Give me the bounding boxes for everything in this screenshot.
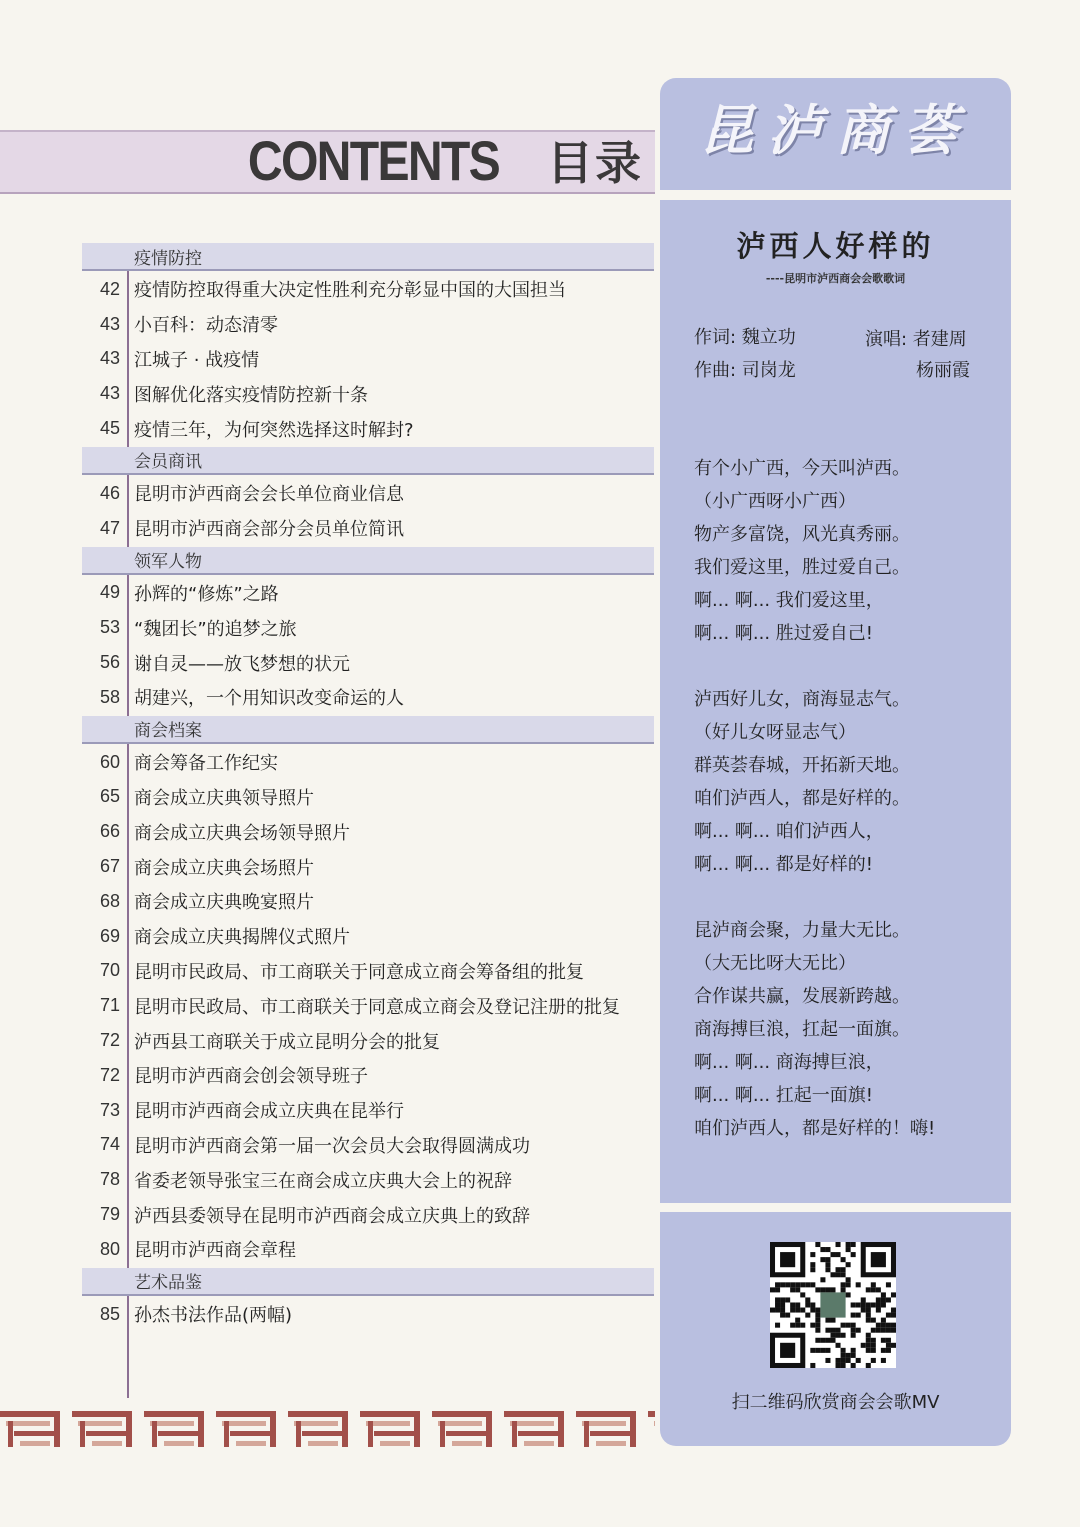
lyric-line: 有个小广西，今天叫泸西。: [694, 458, 910, 479]
toc-entry-title: 疫情防控取得重大决定性胜利充分彰显中国的大国担当: [134, 280, 566, 302]
toc-entry[interactable]: [82, 272, 654, 307]
lyric-line: 商海搏巨浪，扛起一面旗。: [694, 1019, 910, 1040]
lyric-line: 我们爱这里，胜过爱自己。: [694, 557, 910, 578]
toc-entry-title: 商会成立庆典晚宴照片: [134, 892, 314, 914]
toc-entry-title: 昆明市泸西商会成立庆典在昆举行: [134, 1101, 404, 1123]
toc-section-label: 商会档案: [134, 721, 202, 742]
toc-entry[interactable]: [82, 919, 654, 954]
toc-page-number: 72: [99, 1064, 120, 1085]
toc-entry[interactable]: [82, 954, 654, 989]
lyric-line: 群英荟春城，开拓新天地。: [694, 755, 910, 776]
toc-page-number: 46: [99, 482, 120, 503]
toc-entry[interactable]: [82, 342, 654, 377]
lyric-line: 咱们泸西人，都是好样的！嗨!: [694, 1118, 936, 1139]
lyric-line: 啊... 啊... 我们爱这里，: [694, 590, 884, 611]
toc-entry[interactable]: [82, 411, 654, 446]
toc-entry[interactable]: [82, 814, 654, 849]
toc-page-number: 60: [99, 751, 120, 772]
toc-entry-title: 图解优化落实疫情防控新十条: [134, 384, 368, 406]
toc-entry-title: 昆明市泸西商会部分会员单位简讯: [134, 519, 404, 541]
toc-entry-title: 商会成立庆典领导照片: [134, 787, 314, 809]
toc-entry-title: 小百科：动态清零: [134, 315, 278, 337]
toc-entry-title: 商会成立庆典会场照片: [134, 857, 314, 879]
toc-page-number: 58: [99, 686, 120, 707]
toc-page-number: 49: [99, 582, 120, 603]
toc-section-label: 领军人物: [134, 552, 202, 573]
toc-entry[interactable]: [82, 1232, 654, 1267]
toc-page-number: 42: [99, 278, 120, 299]
lyric-line: （小广西呀小广西）: [694, 491, 856, 512]
toc-page-number: 79: [99, 1204, 120, 1225]
toc-entry-title: 疫情三年，为何突然选择这时解封?: [134, 419, 414, 441]
toc-page-number: 47: [99, 517, 120, 538]
lyric-line: 物产多富饶，风光真秀丽。: [694, 524, 910, 545]
toc-section-header: [82, 716, 654, 744]
lyric-line: （大无比呀大无比）: [694, 953, 856, 974]
song-lyrics: [694, 452, 994, 1145]
toc-entry[interactable]: [82, 576, 654, 611]
lyric-line: 昆泸商会聚，力量大无比。: [694, 920, 910, 941]
toc-entry-title: 泸西县工商联关于成立昆明分会的批复: [134, 1031, 440, 1053]
qr-caption: 扫二维码欣赏商会会歌MV: [731, 1392, 940, 1413]
toc-entry[interactable]: [82, 307, 654, 342]
toc-page-number: 72: [99, 1030, 120, 1051]
contents-header: [0, 130, 655, 190]
toc-page-number: 67: [99, 856, 120, 877]
lyric-line: 合作谋共赢，发展新跨越。: [694, 986, 910, 1007]
toc-entry-title: “魏团长”的追梦之旅: [134, 618, 297, 640]
toc-entry[interactable]: [82, 1023, 654, 1058]
toc-entry[interactable]: [82, 645, 654, 680]
toc-entry[interactable]: [82, 1162, 654, 1197]
toc-entry[interactable]: [82, 511, 654, 546]
lyric-line: 啊... 啊... 都是好样的!: [694, 854, 873, 875]
toc-entry-title: 昆明市泸西商会创会领导班子: [134, 1066, 368, 1088]
qr-code[interactable]: [770, 1242, 896, 1368]
toc-entry[interactable]: [82, 1058, 654, 1093]
lyric-line: 泸西好儿女，商海显志气。: [694, 689, 910, 710]
toc-entry[interactable]: [82, 988, 654, 1023]
toc-entry[interactable]: [82, 1093, 654, 1128]
lyric-line: 咱们泸西人，都是好样的。: [694, 788, 910, 809]
toc-entry-title: 昆明市泸西商会第一届一次会员大会取得圆满成功: [134, 1135, 530, 1157]
lyric-line: （好儿女呀显志气）: [694, 722, 856, 743]
toc-page-number: 70: [99, 960, 120, 981]
brand-title: 昆泸商荟: [699, 98, 972, 162]
song-title: 泸西人好样的: [736, 229, 935, 263]
toc-entry[interactable]: [82, 884, 654, 919]
toc-page-number: 68: [99, 890, 120, 911]
toc-entry-title: 昆明市民政局、市工商联关于同意成立商会及登记注册的批复: [134, 996, 620, 1018]
toc-entry-title: 孙杰书法作品(两幅): [134, 1305, 293, 1327]
toc-page-number: 71: [99, 995, 120, 1016]
toc-entry-title: 胡建兴，一个用知识改变命运的人: [134, 688, 404, 710]
toc-page-number: 43: [99, 313, 120, 334]
toc-entry[interactable]: [82, 1297, 654, 1332]
toc-page-number: 65: [99, 786, 120, 807]
lyricist-credit: 作词: 魏立功: [694, 327, 796, 348]
toc-page-number: 73: [99, 1099, 120, 1120]
toc-page-number: 45: [99, 418, 120, 439]
toc-entry-title: 昆明市泸西商会章程: [134, 1240, 296, 1262]
toc-entry-title: 商会成立庆典揭牌仪式照片: [134, 927, 350, 949]
toc-entry[interactable]: [82, 780, 654, 815]
toc-entry[interactable]: [82, 680, 654, 715]
lyric-stanza-gap: [694, 650, 994, 683]
contents-heading-zh: 目录: [547, 136, 643, 190]
toc-entry-title: 谢自灵——放飞梦想的状元: [134, 653, 350, 675]
toc-page-number: 69: [99, 925, 120, 946]
toc-entry[interactable]: [82, 610, 654, 645]
toc-page-number: 80: [99, 1238, 120, 1259]
toc-entry-title: 昆明市泸西商会会长单位商业信息: [134, 484, 404, 506]
toc-section-header: [82, 1268, 654, 1296]
singer-credit: 演唱: 者建周: [865, 329, 967, 350]
toc-section-label: 会员商讯: [134, 452, 202, 473]
composer-credit: 作曲: 司岗龙: [694, 360, 796, 381]
toc-entry[interactable]: [82, 1197, 654, 1232]
toc-entry[interactable]: [82, 1128, 654, 1163]
singer-credit-2: 杨丽霞: [916, 360, 970, 381]
toc-entry-title: 泸西县委领导在昆明市泸西商会成立庆典上的致辞: [134, 1205, 530, 1227]
song-subtitle: ----昆明市泸西商会会歌歌词: [765, 272, 906, 285]
decorative-border: [0, 1405, 655, 1453]
toc-page-number: 56: [99, 652, 120, 673]
toc-page-number: 85: [99, 1303, 120, 1324]
lyric-stanza-gap: [694, 881, 994, 914]
toc-page-number: 53: [99, 617, 120, 638]
toc-page-number: 66: [99, 821, 120, 842]
toc-entry[interactable]: [82, 849, 654, 884]
toc-section-header: [82, 547, 654, 575]
toc-entry[interactable]: [82, 376, 654, 411]
toc-section-header: [82, 243, 654, 271]
contents-heading-en: CONTENTS: [247, 128, 499, 192]
toc-entry[interactable]: [82, 745, 654, 780]
toc-page-number: 43: [99, 348, 120, 369]
lyric-line: 啊... 啊... 扛起一面旗!: [694, 1085, 873, 1106]
toc-entry-title: 江城子 · 战疫情: [134, 349, 260, 371]
toc-section-header: [82, 447, 654, 475]
toc-entry-title: 商会成立庆典会场领导照片: [134, 822, 350, 844]
toc-entry-title: 商会筹备工作纪实: [134, 753, 278, 775]
toc-entry-title: 孙辉的“修炼”之路: [134, 583, 279, 605]
lyric-line: 啊... 啊... 胜过爱自己!: [694, 623, 873, 644]
toc-page-number: 43: [99, 383, 120, 404]
toc-entry[interactable]: [82, 476, 654, 511]
toc-page-number: 78: [99, 1169, 120, 1190]
lyric-line: 啊... 啊... 商海搏巨浪，: [694, 1052, 884, 1073]
table-of-contents: [82, 242, 654, 1332]
toc-section-label: 疫情防控: [134, 248, 202, 269]
toc-page-number: 74: [99, 1134, 120, 1155]
toc-entry-title: 省委老领导张宝三在商会成立庆典大会上的祝辞: [134, 1170, 512, 1192]
toc-section-label: 艺术品鉴: [134, 1273, 202, 1294]
toc-entry-title: 昆明市民政局、市工商联关于同意成立商会筹备组的批复: [134, 961, 584, 983]
lyric-line: 啊... 啊... 咱们泸西人，: [694, 821, 884, 842]
